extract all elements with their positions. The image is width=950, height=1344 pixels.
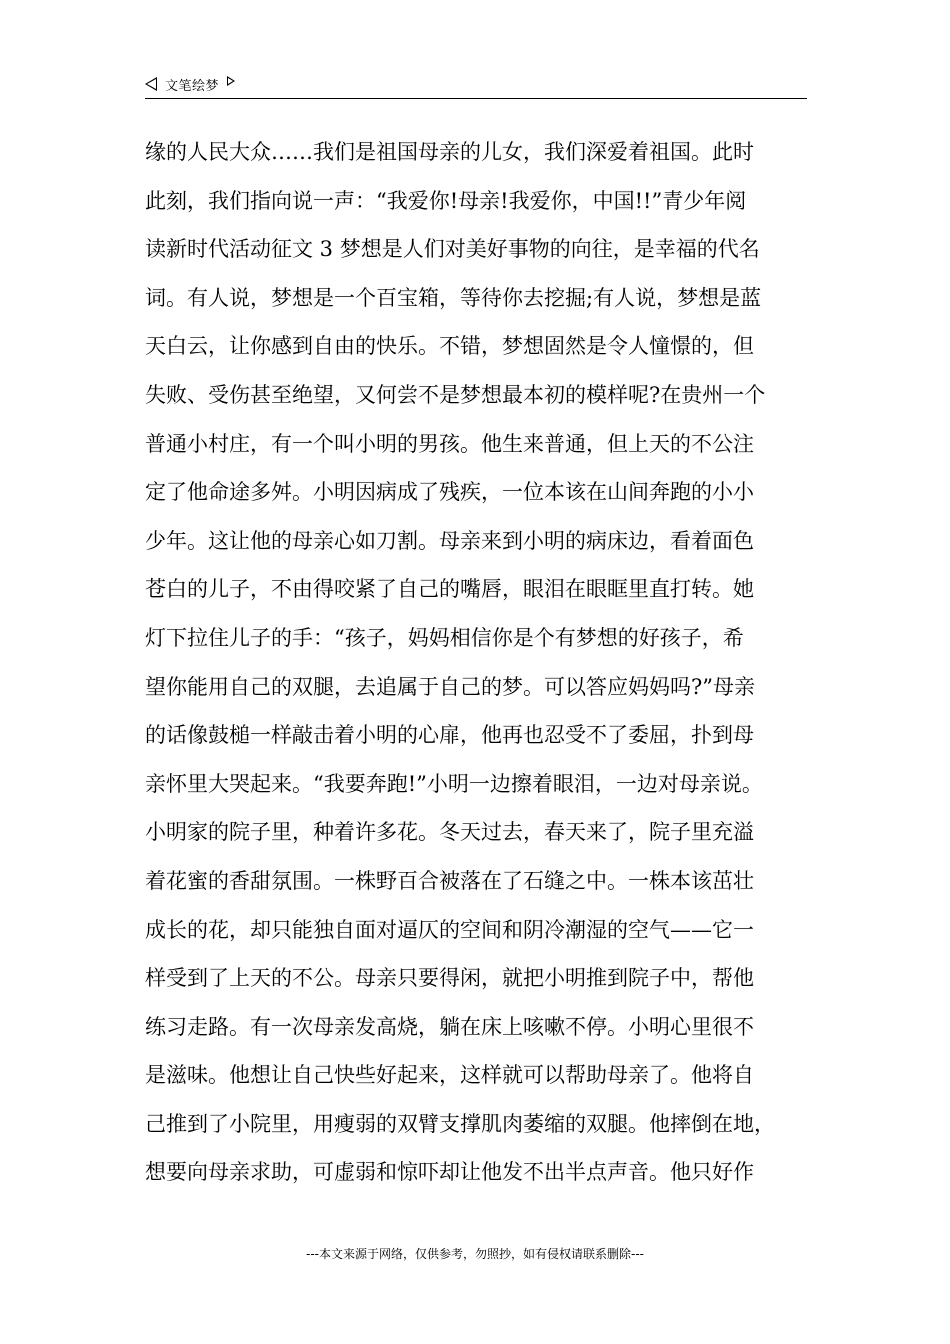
body-line: 少年。这让他的母亲心如刀割。母亲来到小明的病床边，看着面色 (145, 528, 754, 553)
body-line: 词。有人说，梦想是一个百宝箱，等待你去挖掘;有人说，梦想是蓝 (145, 285, 762, 310)
body-line: 小明家的院子里，种着许多花。冬天过去，春天来了，院子里充溢 (145, 820, 754, 845)
right-triangle-icon (227, 76, 235, 86)
body-line: 天白云，让你感到自由的快乐。不错，梦想固然是令人憧憬的，但 (145, 334, 754, 359)
header-brand: 文笔绘梦 (165, 78, 220, 94)
body-line: 普通小村庄，有一个叫小明的男孩。他生来普通，但上天的不公注 (145, 431, 754, 456)
footer-notice: ---本文来源于网络，仅供参考，勿照抄，如有侵权请联系删除--- (306, 1247, 644, 1261)
body-line: 己推到了小院里，用瘦弱的双臂支撑肌肉萎缩的双腿。他摔倒在地， (145, 1111, 775, 1136)
header-brand-group (145, 74, 235, 94)
body-line: 望你能用自己的双腿，去追属于自己的梦。可以答应妈妈吗?”母亲 (145, 674, 755, 699)
body-line: 成长的花，却只能独自面对逼仄的空间和阴冷潮湿的空气——它一 (145, 917, 754, 942)
body-line: 此刻，我们指向说一声：“我爱你!母亲!我爱你，中国!!”青少年阅 (145, 188, 747, 213)
body-line: 的话像鼓槌一样敲击着小明的心扉，他再也忍受不了委屈，扑到母 (145, 723, 754, 748)
body-line: 灯下拉住儿子的手：“孩子，妈妈相信你是个有梦想的好孩子，希 (145, 625, 744, 650)
body-line: 失败、受伤甚至绝望，又何尝不是梦想最本初的模样呢?在贵州一个 (145, 382, 766, 407)
body-line: 亲怀里大哭起来。“我要奔跑!”小明一边擦着眼泪，一边对母亲说。 (145, 771, 763, 796)
left-triangle-icon (145, 77, 157, 91)
body-text (145, 128, 810, 1197)
body-line: 是滋味。他想让自己快些好起来，这样就可以帮助母亲了。他将自 (145, 1063, 754, 1088)
body-line: 读新时代活动征文 3 梦想是人们对美好事物的向往，是幸福的代名 (145, 237, 760, 262)
body-line: 苍白的儿子，不由得咬紧了自己的嘴唇，眼泪在眼眶里直打转。她 (145, 577, 754, 602)
body-line: 想要向母亲求助，可虚弱和惊吓却让他发不出半点声音。他只好作 (145, 1160, 754, 1185)
body-line: 样受到了上天的不公。母亲只要得闲，就把小明推到院子中，帮他 (145, 966, 754, 991)
page-header (145, 74, 807, 99)
body-line: 练习走路。有一次母亲发高烧，躺在床上咳嗽不停。小明心里很不 (145, 1014, 754, 1039)
body-line: 定了他命途多舛。小明因病成了残疾，一位本该在山间奔跑的小小 (145, 480, 754, 505)
body-line: 缘的人民大众……我们是祖国母亲的儿女，我们深爱着祖国。此时 (145, 140, 754, 164)
body-line: 着花蜜的香甜氛围。一株野百合被落在了石缝之中。一株本该茁壮 (145, 868, 754, 893)
